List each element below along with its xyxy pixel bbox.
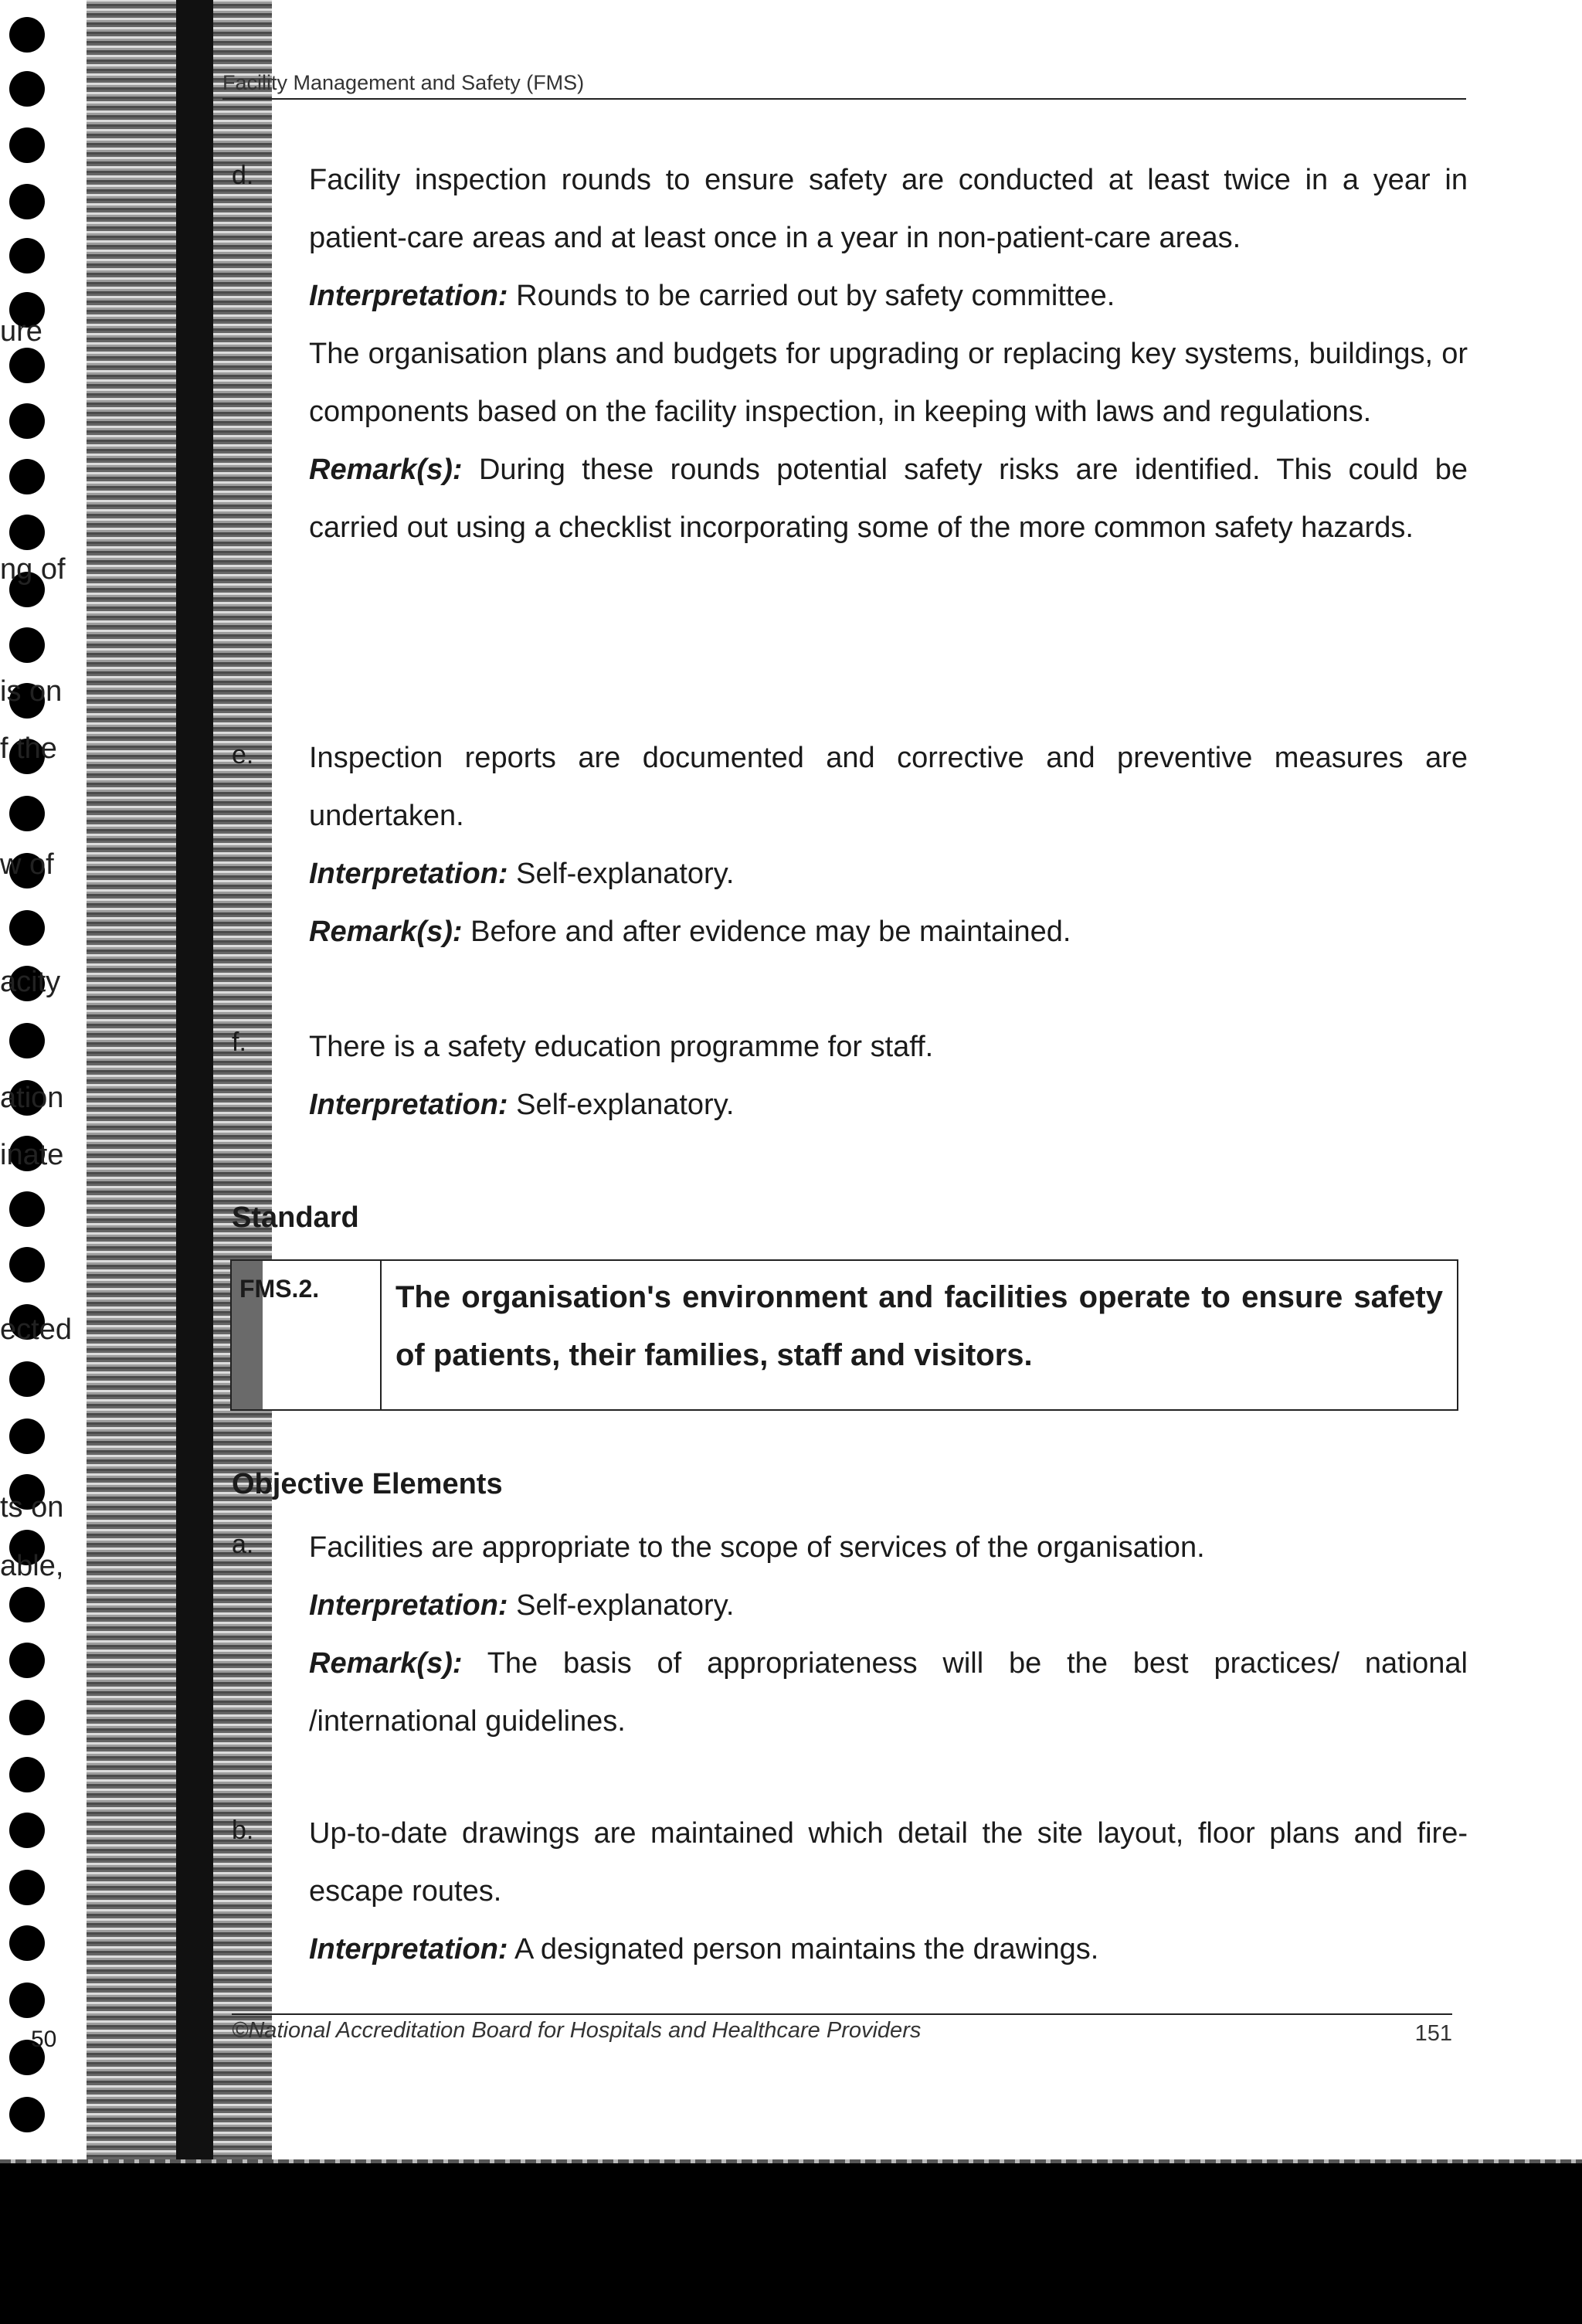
binding-hole [9, 1643, 45, 1678]
binding-hole [9, 1587, 45, 1622]
binding-hole [9, 627, 45, 663]
binding-hole [9, 403, 45, 439]
binding-hole [9, 459, 45, 494]
standard-text: The organisation's environment and facilities operate to ensure safety of patients, their families, staff and visitors. [396, 1280, 1443, 1372]
remarks-text: During these rounds potential safety risks are identified. This could be carried out using a checklist incorporating some of the more common safety hazards. [309, 454, 1468, 544]
interpretation-label: Interpretation: [309, 1933, 508, 1966]
interpretation-text: A designated person maintains the drawings. [514, 1933, 1099, 1966]
objective-b-interpretation [309, 1921, 1468, 1979]
footer-copyright: ©National Accreditation Board for Hospitals and Healthcare Providers [232, 2018, 922, 2043]
binding-hole [9, 184, 45, 219]
binding-hole [9, 127, 45, 163]
previous-page-number: 50 [31, 2027, 57, 2052]
binding-hole [9, 1419, 45, 1454]
item-d-extra: The organisation plans and budgets for upgrading or replacing key systems, buildings, or components based on the facility inspection, in keeping with laws and regulations. [309, 338, 1468, 428]
interpretation-text: Self-explanatory. [516, 858, 735, 890]
interpretation-label: Interpretation: [309, 1589, 508, 1622]
interpretation-label: Interpretation: [309, 858, 508, 890]
margin-fragment: inate [0, 1139, 64, 1171]
binding-hole [9, 1700, 45, 1735]
binding-hole [9, 348, 45, 383]
item-e-interpretation [309, 845, 1468, 903]
binding-hole [9, 1247, 45, 1283]
objective-item-b [309, 1805, 1468, 1979]
standard-box [230, 1259, 1458, 1411]
interpretation-text: Self-explanatory. [516, 1089, 735, 1121]
interpretation-text: Self-explanatory. [516, 1589, 735, 1622]
binding-hole [9, 1925, 45, 1961]
binding-hole [9, 1023, 45, 1058]
margin-fragment: ts on [0, 1491, 64, 1524]
objective-a-interpretation [309, 1577, 1468, 1635]
remarks-label: Remark(s): [309, 454, 463, 486]
item-letter-e: e. [232, 740, 254, 770]
item-letter-f: f. [232, 1028, 246, 1057]
item-letter-a: a. [232, 1530, 254, 1559]
remarks-text: Before and after evidence may be maintained. [470, 916, 1071, 948]
item-e-text: Inspection reports are documented and corrective and preventive measures are undertaken. [309, 742, 1468, 832]
item-f-text: There is a safety education programme for staff. [309, 1031, 934, 1063]
binding-hole [9, 1813, 45, 1848]
binding-hole [9, 1870, 45, 1905]
remarks-text: The basis of appropriateness will be the best practices/ national /international guidelines. [309, 1647, 1468, 1738]
margin-fragment: ure [0, 315, 42, 348]
running-header: Facility Management and Safety (FMS) [222, 71, 1466, 100]
binding-hole [9, 1361, 45, 1397]
interpretation-label: Interpretation: [309, 280, 508, 312]
spine-dark-edge [176, 0, 213, 2241]
binding-hole [9, 238, 45, 274]
item-d [309, 151, 1468, 557]
margin-fragment: ation [0, 1082, 64, 1114]
item-f [309, 1018, 1468, 1134]
item-letter-b: b. [232, 1816, 254, 1845]
item-e-remarks [309, 903, 1468, 961]
remarks-label: Remark(s): [309, 1647, 463, 1680]
margin-fragment: ng of [0, 553, 66, 586]
binding-hole [9, 515, 45, 550]
interpretation-text: Rounds to be carried out by safety committee. [516, 280, 1115, 312]
margin-fragment: acity [0, 966, 61, 998]
objective-a-remarks [309, 1635, 1468, 1751]
margin-fragment: w of [0, 848, 54, 881]
item-d-text: Facility inspection rounds to ensure safety are conducted at least twice in a year in patient-care areas and at least once in a year in non-patient-care areas. [309, 164, 1468, 254]
page-footer [232, 2013, 1452, 2044]
item-f-interpretation [309, 1076, 1468, 1134]
item-d-interpretation [309, 267, 1468, 325]
item-d-remarks [309, 441, 1468, 557]
margin-fragment: ected [0, 1313, 72, 1346]
item-letter-d: d. [232, 161, 254, 190]
interpretation-label: Interpretation: [309, 1089, 508, 1121]
objective-elements-heading: Objective Elements [232, 1468, 503, 1500]
remarks-label: Remark(s): [309, 916, 463, 948]
page-number: 151 [1414, 2021, 1452, 2046]
standard-id: FMS.2. [232, 1261, 382, 1409]
item-e [309, 729, 1468, 961]
margin-fragment: able, [0, 1550, 64, 1582]
scan-bottom-bar [0, 2163, 1582, 2324]
objective-b-text: Up-to-date drawings are maintained which detail the site layout, floor plans and fire-escape routes. [309, 1817, 1468, 1908]
margin-fragment: is on [0, 675, 63, 708]
binding-hole [9, 71, 45, 107]
standard-heading: Standard [232, 1201, 359, 1234]
binding-hole [9, 17, 45, 53]
binding-hole [9, 796, 45, 831]
margin-fragment: f the [0, 732, 57, 765]
binding-hole [9, 910, 45, 946]
objective-item-a [309, 1519, 1468, 1751]
binding-hole [9, 1191, 45, 1227]
objective-a-text: Facilities are appropriate to the scope of services of the organisation. [309, 1531, 1205, 1564]
binding-hole [9, 2097, 45, 2132]
binding-hole [9, 1983, 45, 2018]
binding-hole [9, 1757, 45, 1792]
